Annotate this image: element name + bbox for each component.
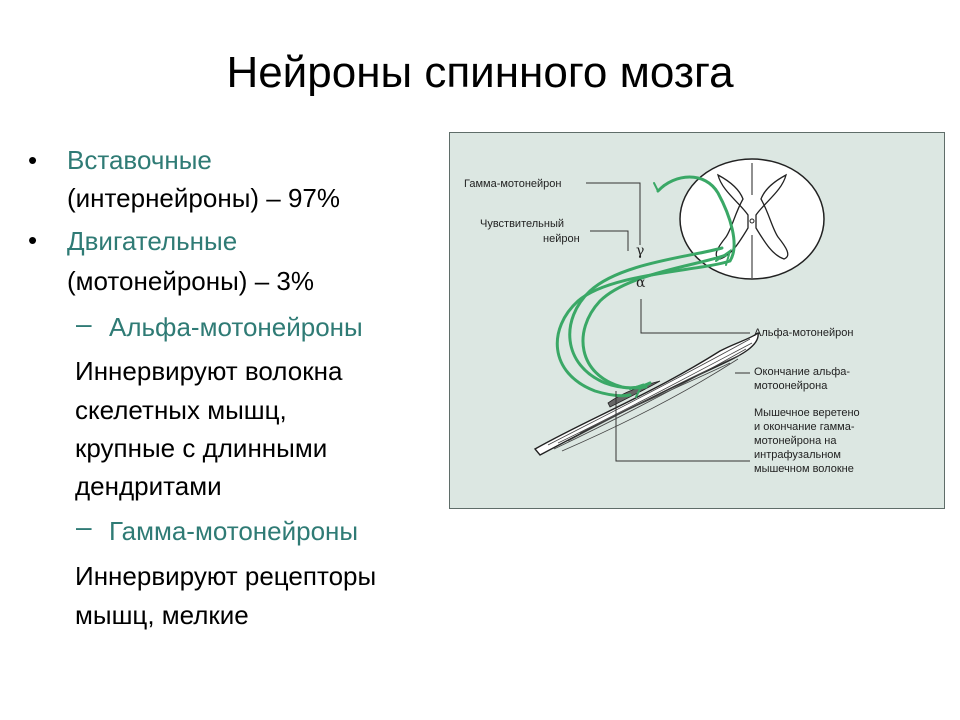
subitem-dash: – xyxy=(76,511,92,542)
subitem-alpha-text-line: скелетных мышц, xyxy=(75,395,287,425)
subitem-gamma-text-line: мышц, мелкие xyxy=(75,600,249,630)
label-spindle: мышечном волокне xyxy=(754,463,854,475)
label-spindle: и окончание гамма- xyxy=(754,421,855,433)
label-sensory-neuron: нейрон xyxy=(543,233,580,245)
text-content xyxy=(0,0,460,720)
label-alpha-ending: Окончание альфа- xyxy=(754,366,851,378)
bullet-interneurons-title: Вставочные xyxy=(67,145,212,175)
spinal-neurons-diagram xyxy=(449,132,945,509)
label-gamma-motoneuron: Гамма-мотонейрон xyxy=(464,178,562,190)
label-spindle: интрафузальном xyxy=(754,449,841,461)
subitem-alpha-text-line: дендритами xyxy=(75,471,222,501)
bullet-motoneurons-detail: (мотонейроны) – 3% xyxy=(67,266,314,296)
subitem-gamma-label: Гамма-мотонейроны xyxy=(109,516,359,546)
label-spindle: Мышечное веретено xyxy=(754,407,860,419)
muscle-bundle xyxy=(535,333,758,455)
label-gamma-symbol: γ xyxy=(636,243,645,259)
subitem-alpha-label: Альфа-мотонейроны xyxy=(109,312,363,342)
bullet-interneurons-detail: (интернейроны) – 97% xyxy=(67,183,340,213)
subitem-dash: – xyxy=(76,308,92,339)
bullet-motoneurons-title: Двигательные xyxy=(67,226,238,256)
bullet-marker: • xyxy=(28,145,38,175)
label-alpha-motoneuron: Альфа-мотонейрон xyxy=(754,327,854,339)
subitem-alpha-text-line: крупные с длинными xyxy=(75,433,328,463)
label-alpha-symbol: α xyxy=(636,275,646,291)
label-sensory-neuron: Чувствительный xyxy=(480,218,565,230)
subitem-gamma-text-line: Иннервируют рецепторы xyxy=(75,561,377,591)
label-alpha-ending: мотоонейрона xyxy=(754,380,828,392)
page-title: Нейроны спинного мозга xyxy=(226,48,734,97)
label-spindle: мотонейрона на xyxy=(754,435,837,447)
subitem-alpha-text-line: Иннервируют волокна xyxy=(75,356,343,386)
bullet-marker: • xyxy=(28,225,38,255)
